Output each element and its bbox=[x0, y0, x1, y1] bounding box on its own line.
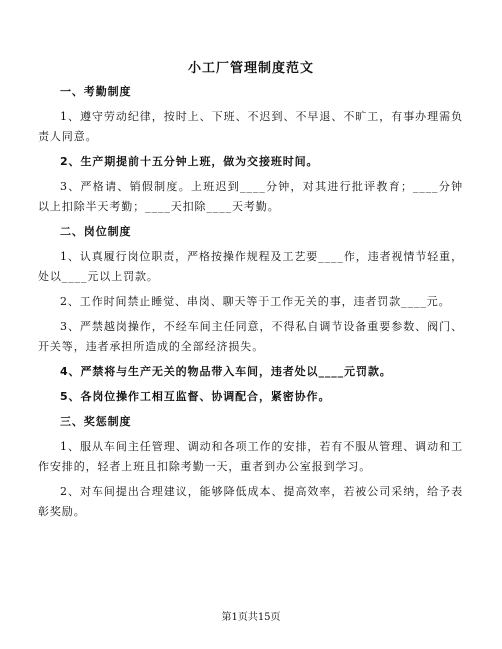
post-rule-2: 2、工作时间禁止睡觉、串岗、聊天等于工作无关的事，违者罚款____元。 bbox=[60, 295, 451, 308]
section-heading-attendance: 一、考勤制度 bbox=[60, 85, 132, 98]
attendance-rule-2: 2、生产期提前十五分钟上班，做为交接班时间。 bbox=[60, 155, 319, 168]
document-title: 小工厂管理制度范文 bbox=[187, 61, 314, 76]
post-rule-3: 3、严禁越岗操作，不经车间主任同意，不得私自调节设备重要参数、阀门、开关等，违者承担所造成的全部经济损失。 bbox=[38, 320, 463, 353]
post-rule-5: 5、各岗位操作工相互监督、协调配合，紧密协作。 bbox=[60, 390, 331, 403]
post-rule-1: 1、认真履行岗位职责，严格按操作规程及工艺要____作，违者视情节轻重，处以____元以上罚款。 bbox=[38, 250, 463, 283]
post-rule-4: 4、严禁将与生产无关的物品带入车间，违者处以____元罚款。 bbox=[60, 365, 392, 378]
page-number: 第1页共15页 bbox=[221, 612, 281, 623]
rewards-rule-2: 2、对车间提出合理建议，能够降低成本、提高效率，若被公司采纳，给予表彰奖励。 bbox=[38, 485, 463, 518]
section-heading-post: 二、岗位制度 bbox=[60, 225, 132, 238]
document-body bbox=[38, 82, 463, 527]
attendance-rule-3: 3、严格请、销假制度。上班迟到____分钟，对其进行批评教育；____分钟以上扣除半天考勤；____天扣除____天考勤。 bbox=[38, 180, 463, 213]
attendance-rule-1: 1、遵守劳动纪律，按时上、下班、不迟到、不早退、不旷工，有事办理需负责人同意。 bbox=[38, 110, 463, 143]
rewards-rule-1: 1、服从车间主任管理、调动和各项工作的安排，若有不服从管理、调动和工作安排的，轻者上班且扣除考勤一天，重者到办公室报到学习。 bbox=[38, 440, 463, 473]
section-heading-rewards: 三、奖惩制度 bbox=[60, 415, 132, 428]
